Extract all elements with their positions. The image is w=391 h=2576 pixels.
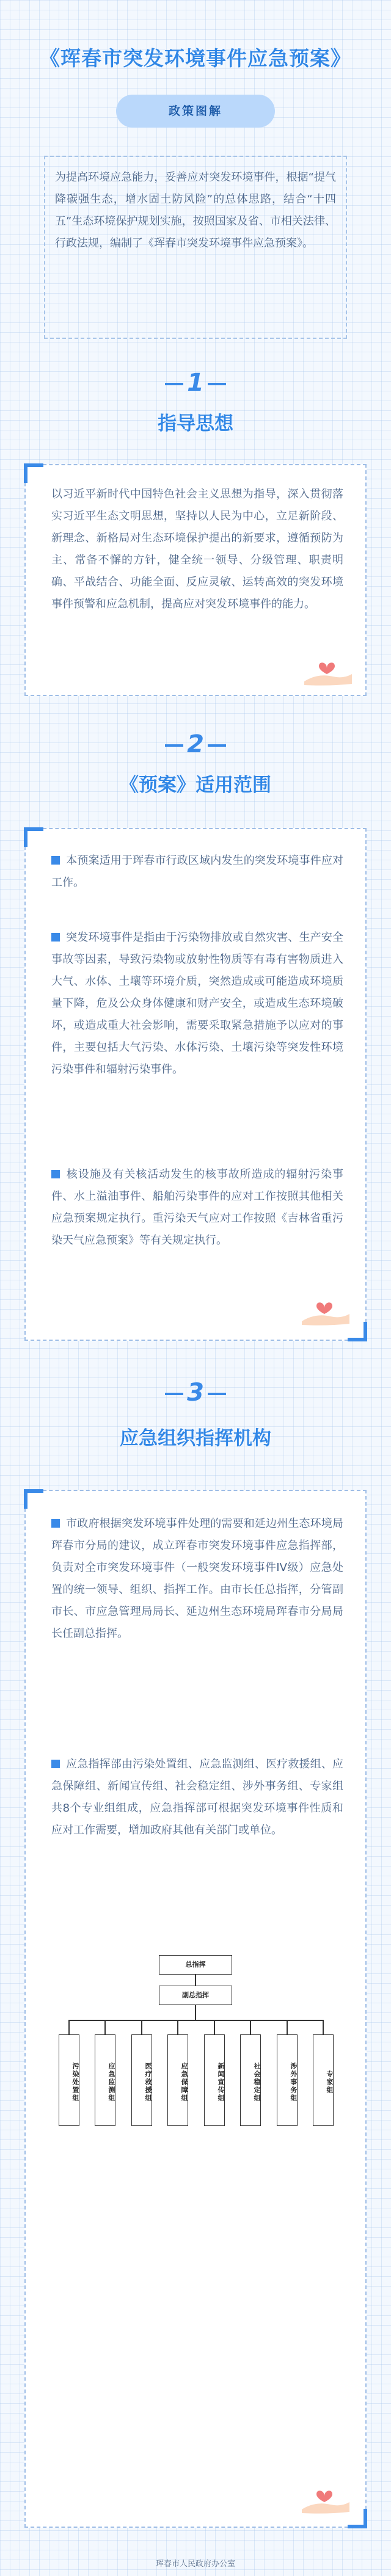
org-group-support: 应急保障组	[167, 2034, 188, 2126]
section-1-title: 指导思想	[158, 413, 233, 435]
org-group-stability: 社会稳定组	[240, 2034, 261, 2126]
section-3-number: 3	[0, 1379, 391, 1407]
heart-hand-icon	[299, 650, 354, 686]
org-group-publicity: 新闻宣传组	[204, 2034, 225, 2126]
heart-hand-icon	[297, 2478, 352, 2514]
corner-decoration	[24, 827, 43, 847]
org-chart	[50, 1955, 341, 2163]
corner-decoration	[24, 1489, 43, 1509]
org-group-experts: 专家组	[313, 2034, 334, 2126]
section-2-paragraph-1: 本预案适用于珲春市行政区域内发生的突发环境事件应对工作。	[51, 854, 343, 889]
corner-decoration	[24, 463, 43, 483]
section-1-number: 1	[0, 369, 391, 397]
section-2-paragraph-3: 核设施及有关核活动发生的核事故所造成的辐射污染事件、水上溢油事件、船舶污染事件的应对工作按照其他相关应急预案规定执行。重污染天气应对工作按照《吉林省重污染天气应急预案》等有关规定执行。	[51, 1168, 343, 1247]
section-3-paragraph-2: 应急指挥部由污染处置组、应急监测组、医疗救援组、应急保障组、新闻宣传组、社会稳定组、涉外事务组、专家组共8个专业组组成，应急指挥部可根据突发环境事件性质和应对工作需要，增加政府其他有关部门或单位。	[51, 1758, 343, 1837]
intro-box	[44, 156, 347, 339]
bullet-icon	[51, 856, 60, 865]
org-group-medical: 医疗救援组	[131, 2034, 152, 2126]
section-1-box	[24, 464, 367, 696]
section-2-paragraph-2: 突发环境事件是指由于污染物排放或自然灾害、生产安全事故等因素，导致污染物或放射性物质等有毒有害物质进入大气、水体、土壤等环境介质，突然造成或可能造成环境质量下降，危及公众身体健康和财产安全，或造成生态环境破坏，或造成重大社会影响，需要采取紧急措施予以应对的事件，主要包括大气污染、水体污染、土壤污染等突发性环境污染事件和辐射污染事件。	[51, 931, 343, 1076]
section-3-title: 应急组织指挥机构	[120, 1428, 271, 1449]
org-group-foreign: 涉外事务组	[277, 2034, 298, 2126]
section-3-box	[24, 1490, 367, 2528]
intro-text: 为提高环境应急能力，妥善应对突发环境事件，根据“提气降碳强生态，增水固土防风险”的总体思路，结合“十四五”生态环境保护规划实施，按照国家及省、市相关法律、行政法规，编制了《珲春市突发环境事件应急预案》。	[55, 171, 336, 250]
bullet-icon	[51, 1760, 60, 1768]
section-2-title: 《预案》适用范围	[120, 774, 271, 796]
section-2-number: 2	[0, 730, 391, 758]
page-title: 《珲春市突发环境事件应急预案》	[40, 46, 351, 70]
org-group-monitoring: 应急监测组	[95, 2034, 115, 2126]
bullet-icon	[51, 1170, 60, 1178]
section-1-paragraph: 以习近平新时代中国特色社会主义思想为指导，深入贯彻落实习近平生态文明思想，坚持以人民为中心，立足新阶段、新理念、新格局对生态环境保护提出的新要求，遵循预防为主、常备不懈的方针，健全统一领导、分级管理、职责明确、平战结合、功能全面、反应灵敏、运转高效的突发环境事件预警和应急机制，提高应对突发环境事件的能力。	[51, 488, 343, 611]
org-node-commander: 总指挥	[159, 1955, 232, 1975]
section-3-paragraph-1: 市政府根据突发环境事件处理的需要和延边州生态环境局珲春市分局的建议，成立珲春市突发环境事件应急指挥部，负责对全市突发环境事件（一般突发环境事件IV级）应急处置的统一领导、组织、指挥工作。由市长任总指挥，分管副市长、市应急管理局局长、延边州生态环境局珲春市分局局长任副总指挥。	[51, 1517, 343, 1640]
org-node-deputy: 副总指挥	[159, 1986, 232, 2005]
heart-hand-icon	[297, 1290, 352, 1326]
subtitle-pill: 政策图解	[116, 95, 275, 128]
bullet-icon	[51, 1519, 60, 1528]
bullet-icon	[51, 933, 60, 942]
footer-text: 珲春市人民政府办公室	[155, 2560, 235, 2569]
org-group-pollution: 污染处置组	[59, 2034, 79, 2126]
section-2-box	[24, 828, 367, 1341]
